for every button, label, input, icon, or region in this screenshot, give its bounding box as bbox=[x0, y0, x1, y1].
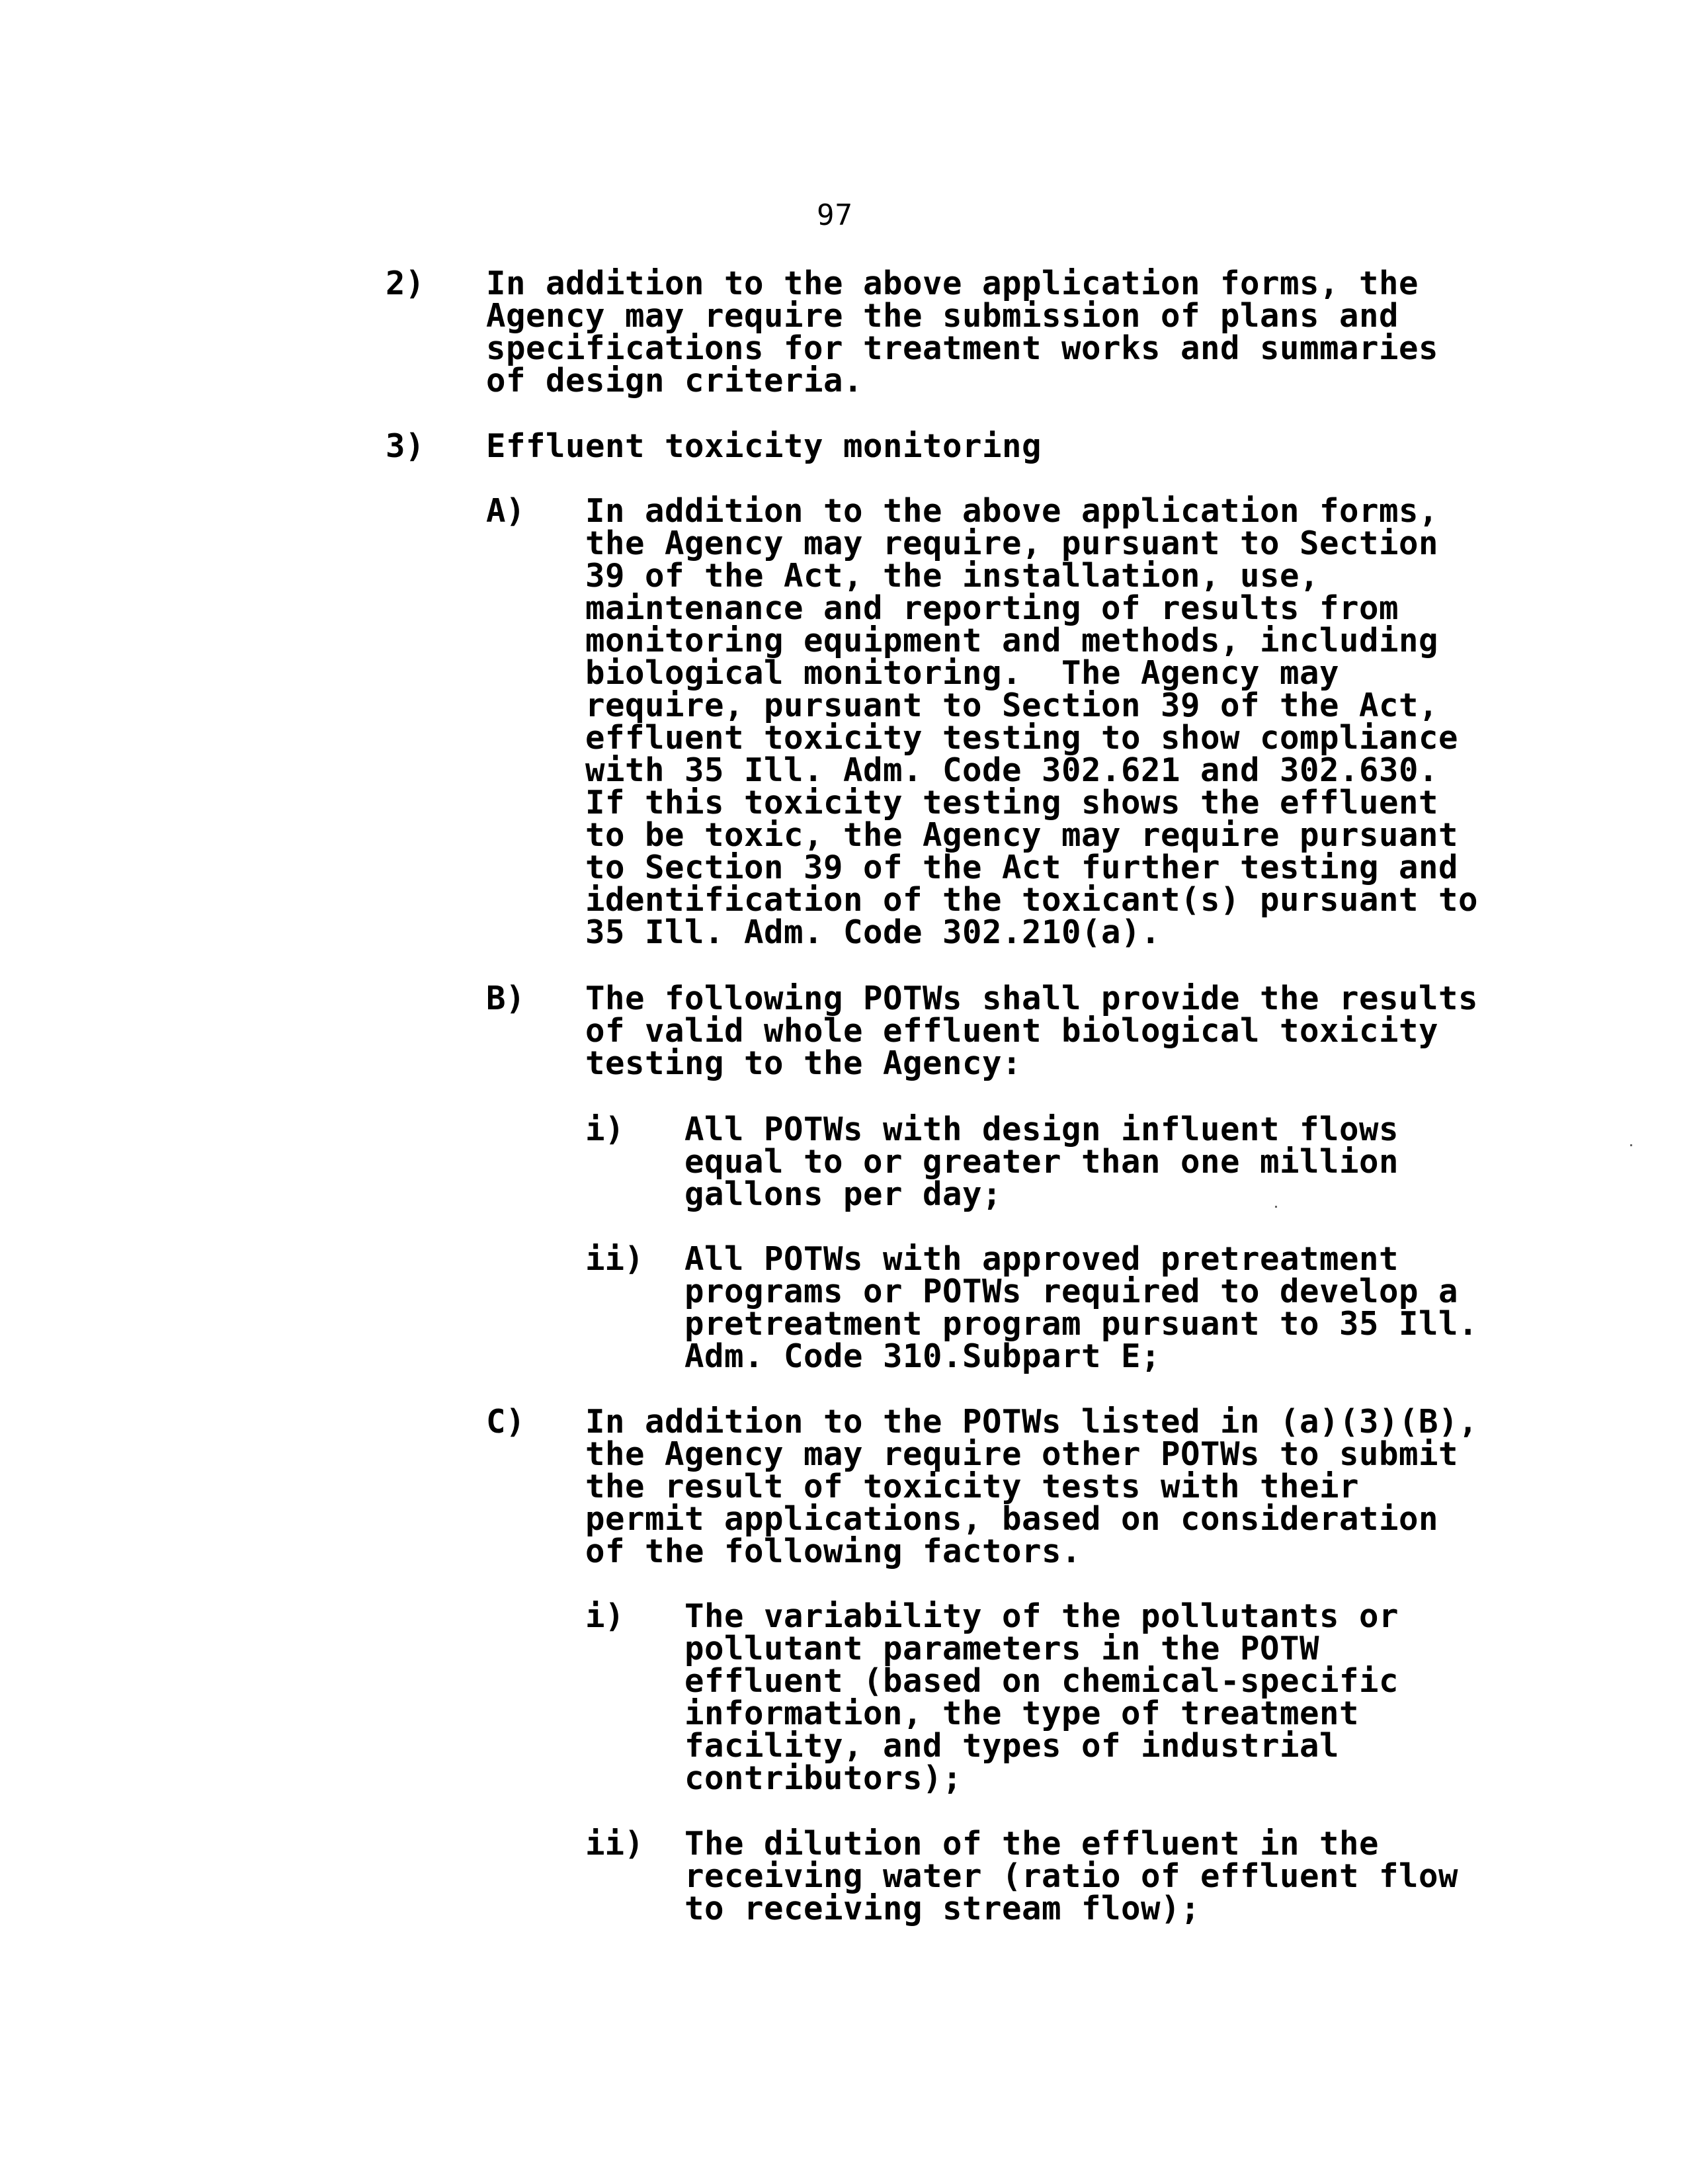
text-line: with 35 Ill. Adm. Code 302.621 and 302.630. bbox=[585, 751, 1439, 789]
text-line: If this toxicity testing shows the effluent bbox=[585, 784, 1439, 821]
text-line: effluent (based on chemical-specific bbox=[684, 1662, 1399, 1700]
text-line: In addition to the above application forms, bbox=[585, 492, 1439, 530]
paragraph-C-ii bbox=[684, 1827, 1458, 1925]
paragraph-B-ii bbox=[684, 1240, 1479, 1375]
text-line: require, pursuant to Section 39 of the Act, bbox=[585, 687, 1439, 724]
item-label-C: C) bbox=[486, 1403, 526, 1441]
item-label-B-ii: ii) bbox=[585, 1240, 644, 1278]
paragraph-C-i bbox=[684, 1597, 1399, 1797]
item-label-C-i: i) bbox=[585, 1597, 625, 1635]
item-label-3: 3) bbox=[386, 427, 425, 465]
text-line: maintenance and reporting of results from bbox=[585, 589, 1399, 627]
text-line: The following POTWs shall provide the results bbox=[585, 980, 1479, 1017]
text-line: to receiving stream flow); bbox=[684, 1890, 1201, 1927]
text-line: specifications for treatment works and summaries bbox=[486, 329, 1439, 367]
text-line: The variability of the pollutants or bbox=[684, 1597, 1399, 1635]
text-line: pollutant parameters in the POTW bbox=[684, 1630, 1320, 1667]
text-line: information, the type of treatment bbox=[684, 1695, 1360, 1732]
text-line: permit applications, based on consideration bbox=[585, 1500, 1439, 1538]
page-number: 97 bbox=[817, 198, 853, 232]
text-line: All POTWs with design influent flows bbox=[684, 1111, 1399, 1148]
text-line: of design criteria. bbox=[486, 362, 864, 399]
text-line: 35 Ill. Adm. Code 302.210(a). bbox=[585, 913, 1161, 951]
text-line: the Agency may require other POTWs to submit bbox=[585, 1435, 1459, 1473]
text-line: the result of toxicity tests with their bbox=[585, 1468, 1360, 1505]
item-label-C-ii: ii) bbox=[585, 1825, 644, 1863]
item-label-B-i: i) bbox=[585, 1111, 625, 1148]
item-label-B: B) bbox=[486, 980, 526, 1017]
text-line: gallons per day; bbox=[684, 1175, 1003, 1213]
paragraph-2 bbox=[486, 267, 1438, 397]
text-line: The dilution of the effluent in the bbox=[684, 1825, 1380, 1863]
heading-effluent-toxicity-monitoring bbox=[486, 427, 1042, 465]
item-label-2: 2) bbox=[386, 265, 425, 302]
text-line: facility, and types of industrial bbox=[684, 1727, 1340, 1765]
item-label-A: A) bbox=[486, 492, 526, 530]
text-line: biological monitoring. The Agency may bbox=[585, 654, 1340, 692]
text-line: of the following factors. bbox=[585, 1533, 1082, 1570]
paragraph-A bbox=[585, 492, 1479, 951]
paragraph-C bbox=[585, 1403, 1479, 1570]
text-line: receiving water (ratio of effluent flow bbox=[684, 1857, 1459, 1895]
text-line: the Agency may require, pursuant to Section bbox=[585, 525, 1439, 562]
paragraph-B bbox=[585, 980, 1479, 1082]
text-line: In addition to the above application forms, the bbox=[486, 265, 1419, 302]
text-line: In addition to the POTWs listed in (a)(3)(B), bbox=[585, 1403, 1479, 1441]
text-line: effluent toxicity testing to show compliance bbox=[585, 719, 1459, 757]
text-line: All POTWs with approved pretreatment bbox=[684, 1240, 1399, 1278]
text-line: equal to or greater than one million bbox=[684, 1143, 1399, 1181]
text-line: to Section 39 of the Act further testing and bbox=[585, 849, 1459, 886]
text-line: monitoring equipment and methods, including bbox=[585, 622, 1439, 659]
text-line: 39 of the Act, the installation, use, bbox=[585, 557, 1320, 595]
text-line: of valid whole effluent biological toxicity bbox=[585, 1012, 1439, 1050]
text-line: pretreatment program pursuant to 35 Ill. bbox=[684, 1305, 1479, 1343]
text-line: Adm. Code 310.Subpart E; bbox=[684, 1337, 1161, 1375]
scan-speck bbox=[1275, 1206, 1277, 1208]
text-line: to be toxic, the Agency may require pursuant bbox=[585, 816, 1459, 854]
paragraph-B-i bbox=[684, 1111, 1399, 1213]
text-line: Effluent toxicity monitoring bbox=[486, 427, 1042, 465]
scan-speck bbox=[1630, 1144, 1632, 1146]
text-line: identification of the toxicant(s) pursuant to bbox=[585, 881, 1479, 919]
text-line: programs or POTWs required to develop a bbox=[684, 1273, 1459, 1310]
text-line: contributors); bbox=[684, 1759, 963, 1797]
text-line: Agency may require the submission of plans and bbox=[486, 297, 1399, 335]
text-line: testing to the Agency: bbox=[585, 1044, 1022, 1082]
